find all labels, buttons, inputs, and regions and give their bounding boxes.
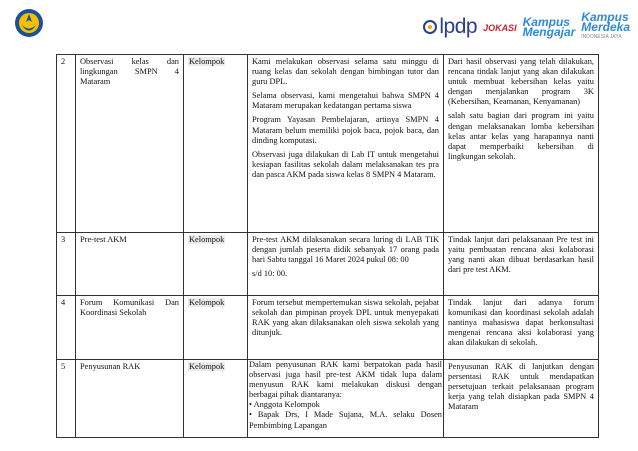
partner-logos — [423, 12, 630, 42]
follow-up: Penyusunan RAK di lanjutkan dengan persentasi RAK untuk mendapatkan persetujuan terkait pelaksanaan program kerja yang telah disiapkan pada SMPN 4 Mataram — [444, 360, 599, 438]
activity-table — [56, 54, 599, 438]
activity-name: Pre-test AKM — [76, 233, 184, 296]
row-number: 4 — [57, 296, 76, 360]
activity-description: Kami melakukan observasi selama satu minggu di ruang kelas dan sekolah dengan bimbingan tutor dan guru DPL. Selama observasi, kami mengetahui bahwa SMPN 4 Mataram merupakan kedatangan pertama siswa Program Yayasan Pembelajaran, artinya SMPN 4 Mataram belum memiliki pojok baca, pojok baca, dan dinding komputasi. Observasi juga dilakukan di Lab IT untuk mengetahui kesiapan fasilitas sekolah dalam melaksanakan tes pra dan pasca AKM pada siswa kelas 8 SMPN 4 Mataram. — [248, 55, 444, 233]
kampus-merdeka-logo: Kampus Merdeka INDONESIA JAYA — [581, 10, 630, 40]
row-number: 2 — [57, 55, 76, 233]
table-row — [57, 233, 599, 296]
follow-up: Dari hasil observasi yang telah dilakukan, rencana tindak lanjut yang akan dilakukan untuk membuat kebersihan kelas yaitu dengan menjalankan program 3K (Kebersihan, Keamanan, Kenyamanan) salah satu bagian dari program ini yaitu dengan melaksanakan lomba kebersihan kelas antar kelas yang harapannya nanti dapat memperbaiki kebersihan di lingkungan sekolah. — [444, 55, 599, 233]
table-row — [57, 296, 599, 360]
activity-name: Penyusunan RAK — [76, 360, 184, 438]
row-number: 3 — [57, 233, 76, 296]
table-row — [57, 360, 599, 438]
activity-type: Kelompok — [184, 360, 248, 438]
tut-wuri-handayani-logo — [14, 8, 44, 38]
jokasi-logo: JOKASI — [483, 22, 517, 33]
activity-description: Dalam penyusunan RAK kami berpatokan pada hasil observasi juga hasil pre-test AKM tidak lupa dalam menyusun RAK kami melakukan diskusi dengan berbagai pihak diantaranya: • Anggota Kelompok • Bapak Drs, I Made Sujana, M.A. selaku Dosen Pembimbing Lapangan — [248, 360, 444, 438]
activity-type: Kelompok — [184, 296, 248, 360]
kampus-mengajar-logo: Kampus Mengajar — [522, 15, 576, 39]
lpdp-logo: lpdp — [423, 15, 477, 39]
table-row — [57, 55, 599, 233]
follow-up: Tindak lanjut dari adanya forum komunikasi dan koordinasi sekolah adalah nantinya mahasiswa dapat berkonsultasi mengenai rencana aksi kolaborasi yang akan dilakukan di sekolah. — [444, 296, 599, 360]
activity-type: Kelompok — [184, 233, 248, 296]
activity-name: Observasi kelas dan lingkungan SMPN 4 Mataram — [76, 55, 184, 233]
activity-name: Forum Komunikasi Dan Koordinasi Sekolah — [76, 296, 184, 360]
row-number: 5 — [57, 360, 76, 438]
activity-description: Pre-test AKM dilaksanakan secara luring di LAB TIK dengan jumlah peserta didik sebanyak 17 orang pada hari Sabtu tanggal 16 Maret 2024 pukul 08: 00 s/d 10: 00. — [248, 233, 444, 296]
lpdp-mark-icon — [423, 20, 437, 34]
follow-up: Tindak lanjut dari pelaksanaan Pre test ini yaitu pembuatan rencana aksi kolaborasi yang nanti akan dibuat berdasarkan hasil dari pre test AKM. — [444, 233, 599, 296]
activity-type: Kelompok — [184, 55, 248, 233]
page-header — [0, 0, 638, 52]
activity-description: Forum tersebut mempertemukan siswa sekolah, pejabat sekolah dan pimpinan proyek DPL untuk menyepakati RAK yang akan dilaksanakan oleh siswa sekolah yang ditunjuk. — [248, 296, 444, 360]
